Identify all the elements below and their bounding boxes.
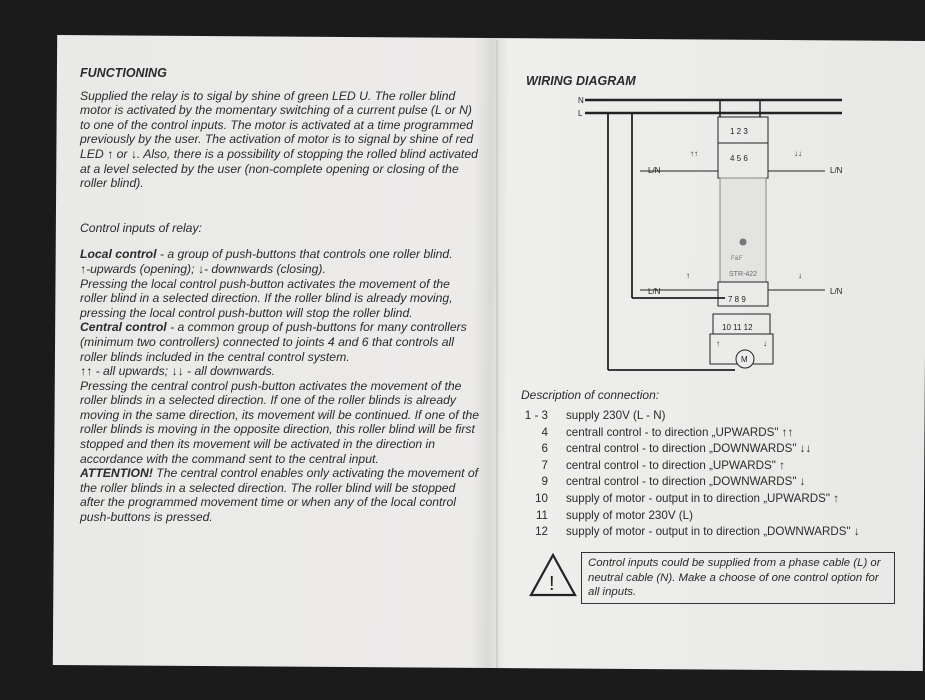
terminals-7-9: 7 8 9 xyxy=(728,295,746,304)
terminal-description: supply of motor - output in to direction „UPWARDS" ↑ xyxy=(566,491,840,505)
attention-label: ATTENTION! xyxy=(80,466,153,481)
terminal-description: centrall control - to direction „UPWARDS" ↑↑ xyxy=(566,425,794,439)
functioning-column xyxy=(80,66,480,525)
central-control-paragraph xyxy=(80,320,480,364)
terminal-description: central control - to direction „UPWARDS" ↑ xyxy=(566,458,785,472)
central-control-text: - a common group of push-buttons for many controllers (minimum two controllers) connected to joints 4 and 6 that controls all roller blinds included in the central control system. xyxy=(80,320,467,364)
description-title: Description of connection: xyxy=(521,388,660,402)
terminal-description: central control - to direction „DOWNWARDS" ↓↓ xyxy=(566,442,812,456)
brand-label: F&F xyxy=(731,256,743,262)
table-row xyxy=(500,492,860,509)
central-control-label: Central control xyxy=(80,320,167,335)
terminal-description: central control - to direction „DOWNWARDS" ↓ xyxy=(566,475,806,489)
local-directions: ↑-upwards (opening); ↓- downwards (closing). xyxy=(80,261,326,276)
terminals-1-3: 1 2 3 xyxy=(730,127,748,136)
table-row xyxy=(500,509,860,526)
wiring-diagram-title: WIRING DIAGRAM xyxy=(526,74,636,88)
l-label: L xyxy=(578,109,583,118)
table-row xyxy=(500,442,860,459)
warning-symbol: ! xyxy=(549,573,555,595)
ln-label-central-right: L/N xyxy=(830,166,843,175)
local-control-text: - a group of push-buttons that controls one roller blind. xyxy=(156,247,453,262)
terminal-number: 9 xyxy=(541,475,548,489)
ln-label-central-left: L/N xyxy=(648,166,661,175)
terminal-number: 6 xyxy=(541,442,548,456)
down-down-arrows: ↓↓ xyxy=(794,149,802,158)
terminal-number: 10 xyxy=(535,491,548,505)
motor-down-arrow: ↓ xyxy=(763,339,767,348)
ln-label-local-left: L/N xyxy=(648,287,661,296)
terminal-number: 12 xyxy=(535,525,548,539)
terminal-number: 11 xyxy=(535,508,548,522)
terminal-number: 7 xyxy=(541,458,548,472)
attention-paragraph xyxy=(80,466,480,524)
motor-up-arrow: ↑ xyxy=(716,339,720,348)
terminal-number: 1 - 3 xyxy=(524,409,548,422)
intro-paragraph: Supplied the relay is to sigal by shine of green LED U. The roller blind motor is activated by the momentary switching of a current pulse (L or N) to one of the control inputs. The motor is activated at a time programmed previously by the user. The activation of motor is to signal by shine of red LED ↑ or ↓. Also, there is a possibility of stopping the rolled blind activated at a level selected by the user (non-complete opening or closing of the roller blind). xyxy=(80,88,478,191)
motor-label: M xyxy=(741,355,748,364)
terminals-10-12: 10 11 12 xyxy=(722,323,753,332)
model-label: STR-422 xyxy=(729,271,758,278)
page-fold xyxy=(496,40,498,668)
ln-label-local-right: L/N xyxy=(830,287,843,296)
connection-table xyxy=(500,409,860,542)
terminal-description: supply 230V (L - N) xyxy=(566,409,666,422)
central-description: Pressing the central control push-button activates the movement of the roller blinds in a selected direction. If one of the roller blinds is already moving in the same direction, its movement will be continued. If one of the roller blinds is moving in the opposite direction, this roller blind will be first stopped and then its movement will be activated in the direction in accordance with the command sent to the central input. xyxy=(80,378,480,466)
local-description: Pressing the local control push-button activates the movement of the roller blind in a selected direction. If the roller blind is already moving, pressing the local control push-button will stop the roller blind. xyxy=(80,276,453,320)
central-directions: ↑↑ - all upwards; ↓↓ - all downwards. xyxy=(80,364,276,379)
table-row xyxy=(500,409,860,426)
up-arrow: ↑ xyxy=(686,271,690,280)
wiring-column xyxy=(518,74,898,88)
down-arrow: ↓ xyxy=(798,271,802,280)
warning-icon xyxy=(528,552,578,598)
table-row xyxy=(500,459,860,476)
local-control-paragraph xyxy=(80,247,480,262)
terminals-4-6: 4 5 6 xyxy=(730,154,748,163)
terminal-description: supply of motor 230V (L) xyxy=(566,508,693,522)
functioning-title: FUNCTIONING xyxy=(80,66,167,80)
attention-text: The central control enables only activating the movement of the roller blinds in a selected direction. The roller blind will be stopped after the programmed movement time or when any of the local control push-buttons is pressed. xyxy=(80,466,479,525)
table-row xyxy=(500,426,860,443)
table-row xyxy=(500,475,860,492)
up-up-arrows: ↑↑ xyxy=(690,149,698,158)
terminal-number: 4 xyxy=(541,425,548,439)
n-label: N xyxy=(578,96,584,105)
wiring-diagram xyxy=(520,90,850,380)
control-inputs-heading: Control inputs of relay: xyxy=(80,220,202,235)
table-row xyxy=(500,525,860,542)
terminal-description: supply of motor - output in to direction „DOWNWARDS" ↓ xyxy=(566,525,860,539)
note-box: Control inputs could be supplied from a phase cable (L) or neutral cable (N). Make a choose of one control option for all inputs. xyxy=(581,552,895,604)
local-control-label: Local control xyxy=(80,247,157,262)
